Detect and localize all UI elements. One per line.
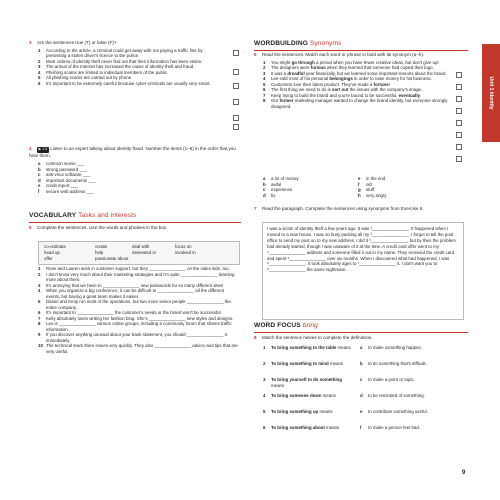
answer-checkbox[interactable] bbox=[233, 99, 239, 105]
word-box-item: create bbox=[95, 244, 108, 249]
list-item: 1 Rose and Lauren work in customer support, but they _______________ on the sales side, too. bbox=[38, 266, 230, 271]
word-box-item: interested in bbox=[132, 250, 156, 255]
list-item: 5 Customers love their latest product. They've made a fortune! bbox=[263, 81, 390, 87]
list-item: 7 Kelly absolutely loves writing her fashion blog. She's _______________ new styles and designs. bbox=[38, 315, 234, 321]
list-item: g stuff bbox=[358, 187, 375, 192]
section-heading-wordbuilding: WORDBUILDING Synonyms bbox=[254, 40, 342, 47]
list-item: e in the end bbox=[358, 176, 386, 181]
exercise-number: 3 bbox=[29, 40, 32, 45]
list-item: e to contribute something useful. bbox=[360, 409, 428, 414]
list-item: h very angry bbox=[358, 192, 387, 198]
answer-checkbox[interactable] bbox=[233, 69, 239, 75]
list-item: 1 To bring something to the table means bbox=[263, 345, 351, 350]
list-item: d to be reminded of something. bbox=[360, 393, 425, 398]
list-item: 10 The technical team there issues very quickly. They also _______________ advice and tips that are very useful. bbox=[38, 343, 239, 354]
word-box-item: help bbox=[95, 250, 104, 255]
answer-checkbox[interactable] bbox=[233, 83, 239, 89]
list-item: 5 Daniel and Kenji run most of the operations, but two more senior people _______________ the entire company. bbox=[38, 299, 233, 310]
answer-checkbox[interactable] bbox=[456, 132, 462, 138]
section-heading-word-focus: WORD FOCUS bring bbox=[254, 322, 318, 329]
answer-checkbox[interactable] bbox=[456, 72, 462, 78]
answer-checkbox[interactable] bbox=[456, 84, 462, 90]
exercise-instruction: Match the sentence halves to complete the definitions. bbox=[262, 335, 373, 340]
exercise-4 bbox=[29, 146, 241, 194]
list-item: 4 Lee sold most of his personal belongings in order to raise money for his business. bbox=[263, 76, 432, 81]
word-box bbox=[38, 241, 240, 265]
answer-checkbox[interactable] bbox=[456, 96, 462, 102]
unit-side-tab-label: Unit 1 Identity bbox=[488, 76, 494, 110]
list-item: 3 To bring yourself to do something means bbox=[263, 377, 342, 388]
exercise-5-items bbox=[38, 266, 238, 354]
list-item: d important documents ___ bbox=[38, 177, 96, 183]
list-item: 6 It's important to _______________ the customer's needs or the brand won't be successful. bbox=[38, 310, 222, 315]
section-subheading: bring bbox=[302, 322, 318, 329]
exercise-3-heading bbox=[29, 40, 239, 46]
list-item: b to do something that's difficult. bbox=[360, 361, 427, 366]
list-item: 6 The first thing we need to do is sort out the issues with the company's image. bbox=[263, 87, 423, 92]
answer-checkbox[interactable] bbox=[456, 120, 462, 126]
section-heading-vocabulary: VOCABULARY Tasks and interests bbox=[29, 212, 137, 219]
section-divider bbox=[29, 222, 241, 223]
page-number: 9 bbox=[462, 470, 466, 476]
exercise-number: 7 bbox=[254, 206, 257, 211]
list-item: 2 To bring something to mind means bbox=[263, 361, 344, 366]
exercise-6-heading bbox=[254, 52, 468, 58]
exercise-3 bbox=[29, 40, 239, 86]
exercise-8 bbox=[254, 335, 468, 341]
word-box-item: passionate about bbox=[95, 256, 129, 261]
exercise-number: 5 bbox=[29, 225, 32, 230]
list-item: c anti-virus software ___ bbox=[38, 172, 91, 177]
list-item: b awful bbox=[263, 181, 282, 187]
exercise-6 bbox=[254, 52, 468, 109]
word-box-item: head up bbox=[44, 250, 60, 255]
list-item: 4 When you organize a big conference, it can be difficult to _______________ all the different events, but having a great team makes it easier. bbox=[38, 288, 226, 299]
list-item: c to make a point or topic. bbox=[360, 377, 415, 382]
exercise-instruction: Complete the sentences. Use the words and phrases in the box. bbox=[37, 225, 168, 230]
list-item: 2 I don't know very much about their marketing strategies and I'm quite _______________ learning more about them. bbox=[38, 271, 236, 282]
answer-checkbox[interactable] bbox=[233, 115, 239, 121]
section-subheading: Synonyms bbox=[309, 40, 342, 47]
exercise-8-heading bbox=[254, 335, 468, 341]
list-item: 2 The designers were furious when they learned that someone had copied their logo. bbox=[263, 65, 434, 70]
answer-checkbox[interactable] bbox=[233, 124, 239, 130]
list-item: 3 It's annoying that we have to _______________ new passwords for so many different sites! bbox=[38, 282, 224, 288]
list-item: 4 To bring someone down means bbox=[263, 393, 336, 398]
section-subheading: Tasks and interests bbox=[78, 212, 137, 219]
word-box-item: co-ordinate bbox=[44, 244, 66, 249]
exercise-instruction: Read the paragraph. Complete the sentences using synonyms from Exercise 6. bbox=[262, 206, 424, 211]
list-item: 8 Leo is _______________ various online groups, including a community forum that shares traffic information. bbox=[38, 321, 233, 332]
list-item: 5 To bring something up means bbox=[263, 409, 333, 414]
list-item: a common sense ___ bbox=[38, 161, 85, 166]
list-item: 8 Our former marketing manager wanted to change the brand identity, but everyone strongly disagreed. bbox=[263, 98, 448, 109]
list-item: f to make a person feel bad. bbox=[360, 425, 420, 430]
list-item: f secure web address ___ bbox=[38, 188, 94, 194]
list-item: 6 To bring something about means bbox=[263, 425, 340, 430]
list-item: 9 If you discover anything unusual about your bank statement, you should _______________ it immediately. bbox=[38, 332, 229, 343]
word-box-item: offer bbox=[44, 256, 53, 261]
list-item: 7 Keep trying to build the brand and you're bound to be successful, eventually. bbox=[263, 92, 422, 98]
section-divider bbox=[254, 332, 468, 333]
list-item: 4 Phishing scams are limited to individual members of the public. bbox=[38, 69, 169, 75]
paragraph-box bbox=[262, 222, 464, 320]
exercise-number: 8 bbox=[254, 335, 257, 340]
list-item: f old bbox=[358, 181, 372, 187]
audio-track-icon[interactable]: ▶ 1.5 bbox=[38, 147, 48, 151]
answer-checkbox[interactable] bbox=[456, 156, 462, 162]
exercise-4-heading bbox=[29, 146, 241, 158]
list-item: b strong password ___ bbox=[38, 166, 87, 172]
exercise-7-heading bbox=[254, 206, 468, 212]
list-item: a a lot of money bbox=[263, 176, 299, 181]
exercise-8-right bbox=[360, 345, 455, 441]
answer-checkbox[interactable] bbox=[233, 50, 239, 56]
word-box-item: involved in bbox=[175, 250, 196, 255]
exercise-instruction: Are the sentences true (T) or false (F)? bbox=[37, 40, 117, 45]
list-item: 3 It was a dreadful year financially, but we learned some important lessons about the brand. bbox=[263, 70, 447, 76]
list-item: 3 The arrival of the Internet has increased the cases of identity theft and fraud. bbox=[38, 64, 195, 69]
word-box-item: focus on bbox=[175, 244, 192, 249]
paragraph-text: I was a victim of identity theft a few years ago. It was ¹_______________. It happened when I moved to a new house. I was so busy packing all my ²_______________, I forgot to tell the post office to send my post on to my new address. I did it ³_______________, but by then the problem had already started, though I was unaware of it at the time. A credit card offer went to my ⁴_______________ address and someone filled it out in my name. They received the credit card and spent ⁵_______________ over six months. When I discovered what had happened, I was ⁶_______________. It took absolutely ages to ⁷_______________ it. I don't want you to ⁸_______________ the same nightmare. bbox=[267, 226, 456, 273]
unit-side-tab bbox=[482, 44, 500, 142]
list-item: e credit report ___ bbox=[38, 183, 78, 188]
list-item: 2 Most victims of identity theft never find out that their information has been stolen. bbox=[38, 58, 203, 64]
list-item: 6 It's important to be extremely careful because cyber-criminals are usually very smart. bbox=[38, 80, 211, 86]
list-item: d fix bbox=[263, 192, 276, 198]
answer-checkbox[interactable] bbox=[456, 108, 462, 114]
exercise-number: 6 bbox=[254, 52, 257, 57]
list-item: a to make something happen. bbox=[360, 345, 423, 350]
list-item: 1 According to the article, a criminal could get away with not paying a traffic fine by presenting a stolen driver's licence to the police. bbox=[38, 47, 204, 58]
exercise-5-heading bbox=[29, 225, 241, 231]
exercise-instruction: Listen to an expert talking about identity fraud. Number the items (1–6) in the order that you hear them. bbox=[29, 146, 236, 158]
list-item: 5 All phishing scams are carried out by phone. bbox=[38, 75, 133, 80]
exercise-5 bbox=[29, 225, 241, 231]
answer-checkbox[interactable] bbox=[456, 144, 462, 150]
list-item: c experience bbox=[263, 187, 293, 192]
list-item: 1 You might go through a period when you have fewer creative ideas, but don't give up! bbox=[263, 59, 439, 65]
exercise-8-left bbox=[263, 345, 355, 441]
section-divider bbox=[254, 50, 468, 51]
word-box-item: deal with bbox=[132, 244, 150, 249]
exercise-7 bbox=[254, 206, 468, 212]
exercise-instruction: Read the sentences. Match each word or phrase in bold with its synonym (a–h). bbox=[262, 52, 425, 57]
exercise-number: 4 bbox=[29, 146, 32, 151]
